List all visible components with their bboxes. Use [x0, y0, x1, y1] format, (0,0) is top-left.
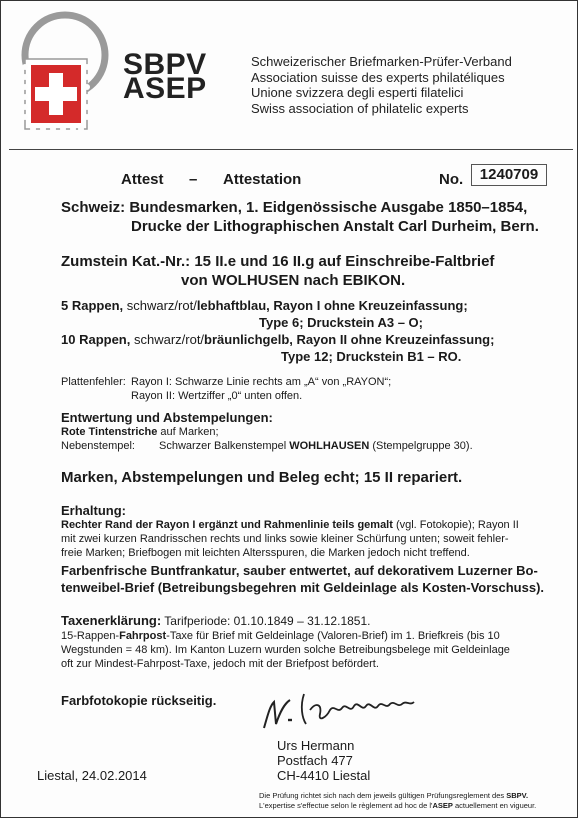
nebenstempel-text: Schwarzer Balkenstempel: [159, 440, 290, 452]
entwertung-line-1-rest: auf Marken;: [157, 426, 219, 438]
verdict: Marken, Abstempelungen und Beleg echt; 15 II repariert.: [61, 469, 463, 486]
taxe-line-2: Wegstunden = 48 km). Im Kanton Luzern wurden solche Betreibungsbelege mit Geldeinlage: [61, 644, 510, 656]
place-date: Liestal, 24.02.2014: [37, 768, 147, 783]
footer-de-sbpv: SBPV.: [506, 791, 529, 800]
erhaltung-line-1-bold: Rechter Rand der Rayon I ergänzt und Rahmenlinie teils gemalt: [61, 519, 393, 531]
assoc-de: Schweizerischer Briefmarken-Prüfer-Verband: [251, 54, 512, 69]
taxe-period: Tarifperiode: 01.10.1849 – 31.12.1851.: [161, 614, 371, 628]
nebenstempel-town: WOHLHAUSEN: [289, 440, 370, 452]
taxe-line-1-a: 15-Rappen-: [61, 630, 120, 642]
plattenfehler-label: Plattenfehler:: [61, 376, 126, 388]
erhaltung-line-3: freie Marken; Briefbogen mit leichten Altersspuren, die Marken jedoch nicht treffend.: [61, 547, 470, 559]
color-photocopy-note: Farbfotokopie rückseitig.: [61, 693, 217, 708]
footer-fr: [259, 801, 536, 810]
title-dash: –: [189, 171, 198, 188]
entwertung-line-1: [61, 426, 219, 438]
stamp-1-rayon: , Rayon I ohne Kreuzeinfassung;: [266, 298, 468, 313]
taxe-fahrpost: Fahrpost: [119, 630, 167, 642]
signer-street: Postfach 477: [277, 753, 353, 768]
stamp-2-value: 10 Rappen,: [61, 332, 131, 347]
catalog-line-1: Zumstein Kat.-Nr.: 15 II.e und 16 II.g auf Einschreibe-Faltbrief: [61, 253, 495, 270]
stamp-2-color: bräunlichgelb: [204, 332, 290, 347]
entwertung-heading: Entwertung und Abstempelungen:: [61, 410, 273, 425]
footer-de: [259, 791, 528, 800]
handwritten-signature: [256, 684, 436, 744]
brand-logo-text: [123, 48, 207, 105]
signer-name: Urs Hermann: [277, 738, 355, 753]
title-attest: Attest: [121, 171, 164, 188]
erhaltung-heading: Erhaltung:: [61, 503, 126, 518]
assoc-it: Unione svizzera degli esperti filatelici: [251, 85, 464, 100]
erhaltung-line-1: [61, 519, 519, 531]
footer-fr-rest: actuellement en vigueur.: [452, 801, 537, 810]
nebenstempel-group: (Stempelgruppe 30).: [369, 440, 473, 452]
assoc-fr: Association suisse des experts philatéliques: [251, 69, 505, 85]
stamp-2-line: [61, 332, 494, 347]
nebenstempel-label: Nebenstempel:: [61, 440, 135, 452]
stamp-1-value: 5 Rappen,: [61, 298, 124, 313]
footer-de-text: Die Prüfung richtet sich nach dem jeweils gültigen Prüfungsreglement des: [259, 791, 507, 800]
stamp-1-color: lebhaftblau: [196, 298, 267, 313]
taxe-heading: Taxenerklärung:: [61, 613, 162, 628]
brand-sbpv: SBPV: [123, 48, 207, 81]
subject-line-1: Schweiz: Bundesmarken, 1. Eidgenössische Ausgabe 1850–1854,: [61, 199, 528, 216]
title-attestation: Attestation: [223, 171, 302, 188]
brand-asep: ASEP: [123, 72, 207, 105]
catalog-line-2: von WOLHUSEN nach EBIKON.: [181, 272, 406, 289]
subject-line-2: Drucke der Lithographischen Anstalt Carl Durheim, Bern.: [131, 218, 539, 235]
erhaltung-line-2: mit zwei kurzen Randrisschen rechts und links sowie kleiner Schürfung unten; soweit fehler-: [61, 533, 509, 545]
stamp-1-colors: schwarz/rot/: [123, 298, 197, 313]
stamp-2-rayon: , Rayon II ohne Kreuzeinfassung;: [289, 332, 495, 347]
stamp-2-type: Type 12; Druckstein B1 – RO.: [281, 349, 462, 364]
sbpv-stamp-logo-icon: [7, 7, 117, 137]
taxe-line-1-b: -Taxe für Brief mit Geldeinlage (Valoren-Brief) im 1. Briefkreis (bis 10: [166, 630, 500, 642]
header-divider: [9, 149, 573, 150]
erhaltung-line-1-rest: (vgl. Fotokopie); Rayon II: [392, 519, 519, 531]
footer-fr-asep: ASEP: [432, 801, 453, 810]
stamp-1-type: Type 6; Druckstein A3 – O;: [259, 315, 423, 330]
erhaltung-bold-2: tenweibel-Brief (Betreibungsbegehren mit Geldeinlage als Kosten-Vorschuss).: [61, 580, 545, 595]
footer-fr-text: L'expertise s'effectue selon le règlement ad hoc de l': [259, 801, 433, 810]
stamp-1-line: [61, 298, 468, 313]
signer-city: CH-4410 Liestal: [277, 768, 371, 783]
plattenfehler-line-2: Rayon II: Wertziffer „0“ unten offen.: [131, 390, 303, 402]
association-names: [251, 54, 512, 116]
taxe-line-1: [61, 630, 500, 642]
nebenstempel-line: [159, 440, 473, 452]
entwertung-red-strokes: Rote Tintenstriche: [61, 426, 158, 438]
certificate-number: 1240709: [471, 164, 547, 186]
stamp-2-colors: schwarz/rot/: [130, 332, 205, 347]
assoc-en: Swiss association of philatelic experts: [251, 100, 469, 116]
certificate-no-label: No.: [439, 171, 464, 188]
plattenfehler-line-1: Rayon I: Schwarze Linie rechts am „A“ von „RAYON“;: [131, 376, 392, 388]
erhaltung-bold-1: Farbenfrische Buntfrankatur, sauber entwertet, auf dekorativem Luzerner Bo-: [61, 563, 538, 578]
taxe-heading-line: [61, 613, 370, 628]
taxe-line-3: oft zur Mindest-Fahrpost-Taxe, jedoch mit der Briefpost befördert.: [61, 658, 379, 670]
